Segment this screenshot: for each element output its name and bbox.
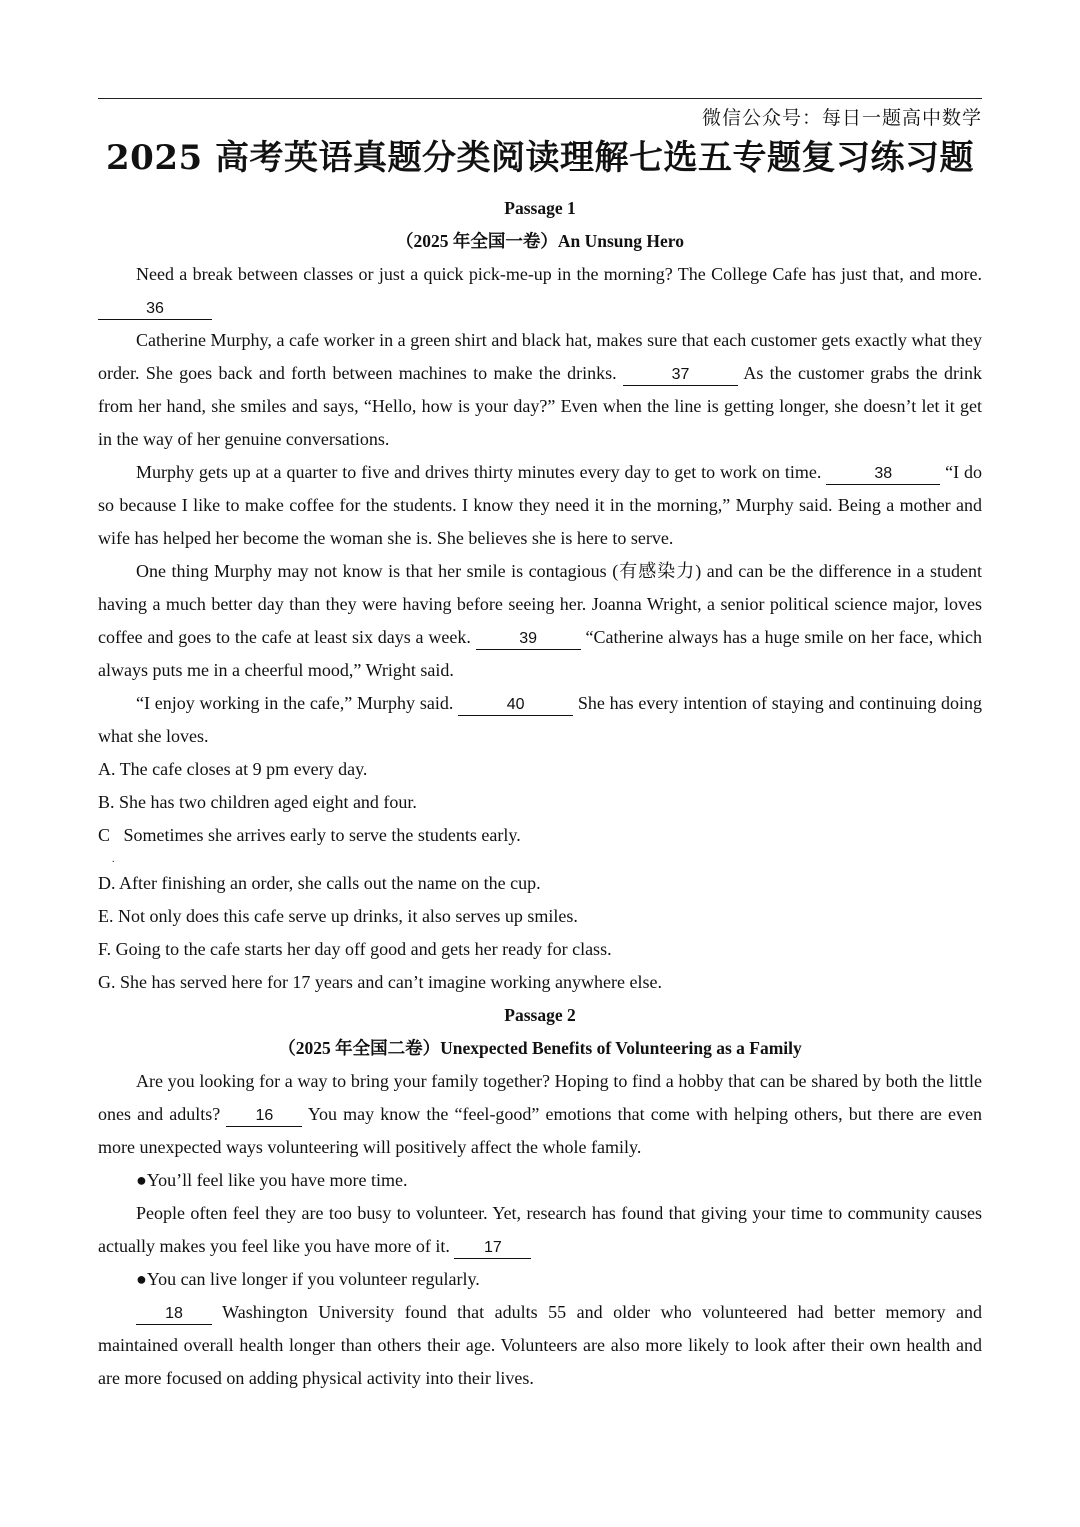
p1-paragraph-3 [98, 456, 982, 555]
passage1-label: Passage 1 [504, 198, 576, 218]
text: “I enjoy working in the cafe,” Murphy said. [136, 693, 454, 713]
blank-38[interactable]: 38 [826, 464, 940, 485]
page-title: 2025 高考英语真题分类阅读理解七选五专题复习练习题 [106, 138, 974, 178]
p2-bullet-2: ●You can live longer if you volunteer regularly. [136, 1269, 480, 1289]
blank-39[interactable]: 39 [476, 629, 581, 650]
passage2-label: Passage 2 [504, 1005, 576, 1025]
option-c: C Sometimes she arrives early to serve the students early. [98, 825, 521, 845]
text: Washington University found that adults 55 and older who volunteered had better memory and maintained overall health longer than others their age. Volunteers are also more likely to look after their own health and are more focused on adding physical activity into their lives. [98, 1302, 982, 1388]
option-d: D. After finishing an order, she calls out the name on the cup. [98, 873, 541, 893]
passage2-subtitle: （2025 年全国二卷）Unexpected Benefits of Volunteering as a Family [278, 1038, 802, 1058]
p2-paragraph-2 [98, 1197, 982, 1263]
p1-paragraph-5 [98, 687, 982, 753]
blank-37[interactable]: 37 [623, 365, 738, 386]
option-e: E. Not only does this cafe serve up drinks, it also serves up smiles. [98, 906, 578, 926]
blank-36[interactable]: 36 [98, 299, 212, 320]
blank-18[interactable]: 18 [136, 1304, 212, 1325]
text: “I do so because I like to make coffee for the students. I know they need it in the morning,” Murphy said. Being a mother and wife has helped her become the woman she is. She believes she is here to serve. [98, 462, 983, 548]
text: Are you looking for a way to bring your family together? Hoping to find a hobby that can be shared by both the little ones and adults? [98, 1071, 982, 1124]
passage1-subtitle: （2025 年全国一卷）An Unsung Hero [396, 231, 684, 251]
header-note: 微信公众号：每日一题高中数学 [701, 107, 982, 129]
content [98, 192, 982, 1395]
blank-16[interactable]: 16 [226, 1106, 302, 1127]
option-a: A. The cafe closes at 9 pm every day. [98, 759, 368, 779]
blank-17[interactable]: 17 [454, 1238, 531, 1259]
option-b: B. She has two children aged eight and four. [98, 792, 417, 812]
p2-bullet-1: ●You’ll feel like you have more time. [136, 1170, 408, 1190]
text: As the customer grabs the drink from her hand, she smiles and says, “Hello, how is your day?” Even when the line is getting longer, she doesn’t let it get in the way of her genuine conversations. [98, 363, 982, 449]
stray-dot: . [112, 854, 115, 865]
p1-paragraph-1 [98, 258, 982, 324]
text: She has every intention of staying and continuing doing what she loves. [98, 693, 983, 746]
text: Catherine Murphy, a cafe worker in a green shirt and black hat, makes sure that each customer gets exactly what they order. She goes back and forth between machines to make the drinks. [98, 330, 982, 383]
option-f: F. Going to the cafe starts her day off good and gets her ready for class. [98, 939, 612, 959]
text: Need a break between classes or just a quick pick-me-up in the morning? The College Cafe has just that, and more. [136, 264, 982, 284]
option-g: G. She has served here for 17 years and can’t imagine working anywhere else. [98, 972, 662, 992]
p1-paragraph-2 [98, 324, 982, 456]
text: One thing Murphy may not know is that her smile is contagious (有感染力) and can be the difference in a student having a much better day than they were having before seeing her. Joanna Wright, a senior political science major, loves coffee and goes to the cafe at least six days a week. [98, 561, 982, 647]
text: People often feel they are too busy to volunteer. Yet, research has found that giving your time to community causes actually makes you feel like you have more of it. [98, 1203, 982, 1256]
blank-40[interactable]: 40 [458, 695, 573, 716]
text: “Catherine always has a huge smile on her face, which always puts me in a cheerful mood,” Wright said. [98, 627, 983, 680]
p2-paragraph-1 [98, 1065, 982, 1164]
p2-paragraph-3 [98, 1296, 982, 1395]
header-rule [98, 98, 982, 99]
text: Murphy gets up at a quarter to five and drives thirty minutes every day to get to work on time. [136, 462, 822, 482]
p1-paragraph-4 [98, 555, 982, 687]
text: You may know the “feel-good” emotions that come with helping others, but there are even more unexpected ways volunteering will positively affect the whole family. [98, 1104, 983, 1157]
